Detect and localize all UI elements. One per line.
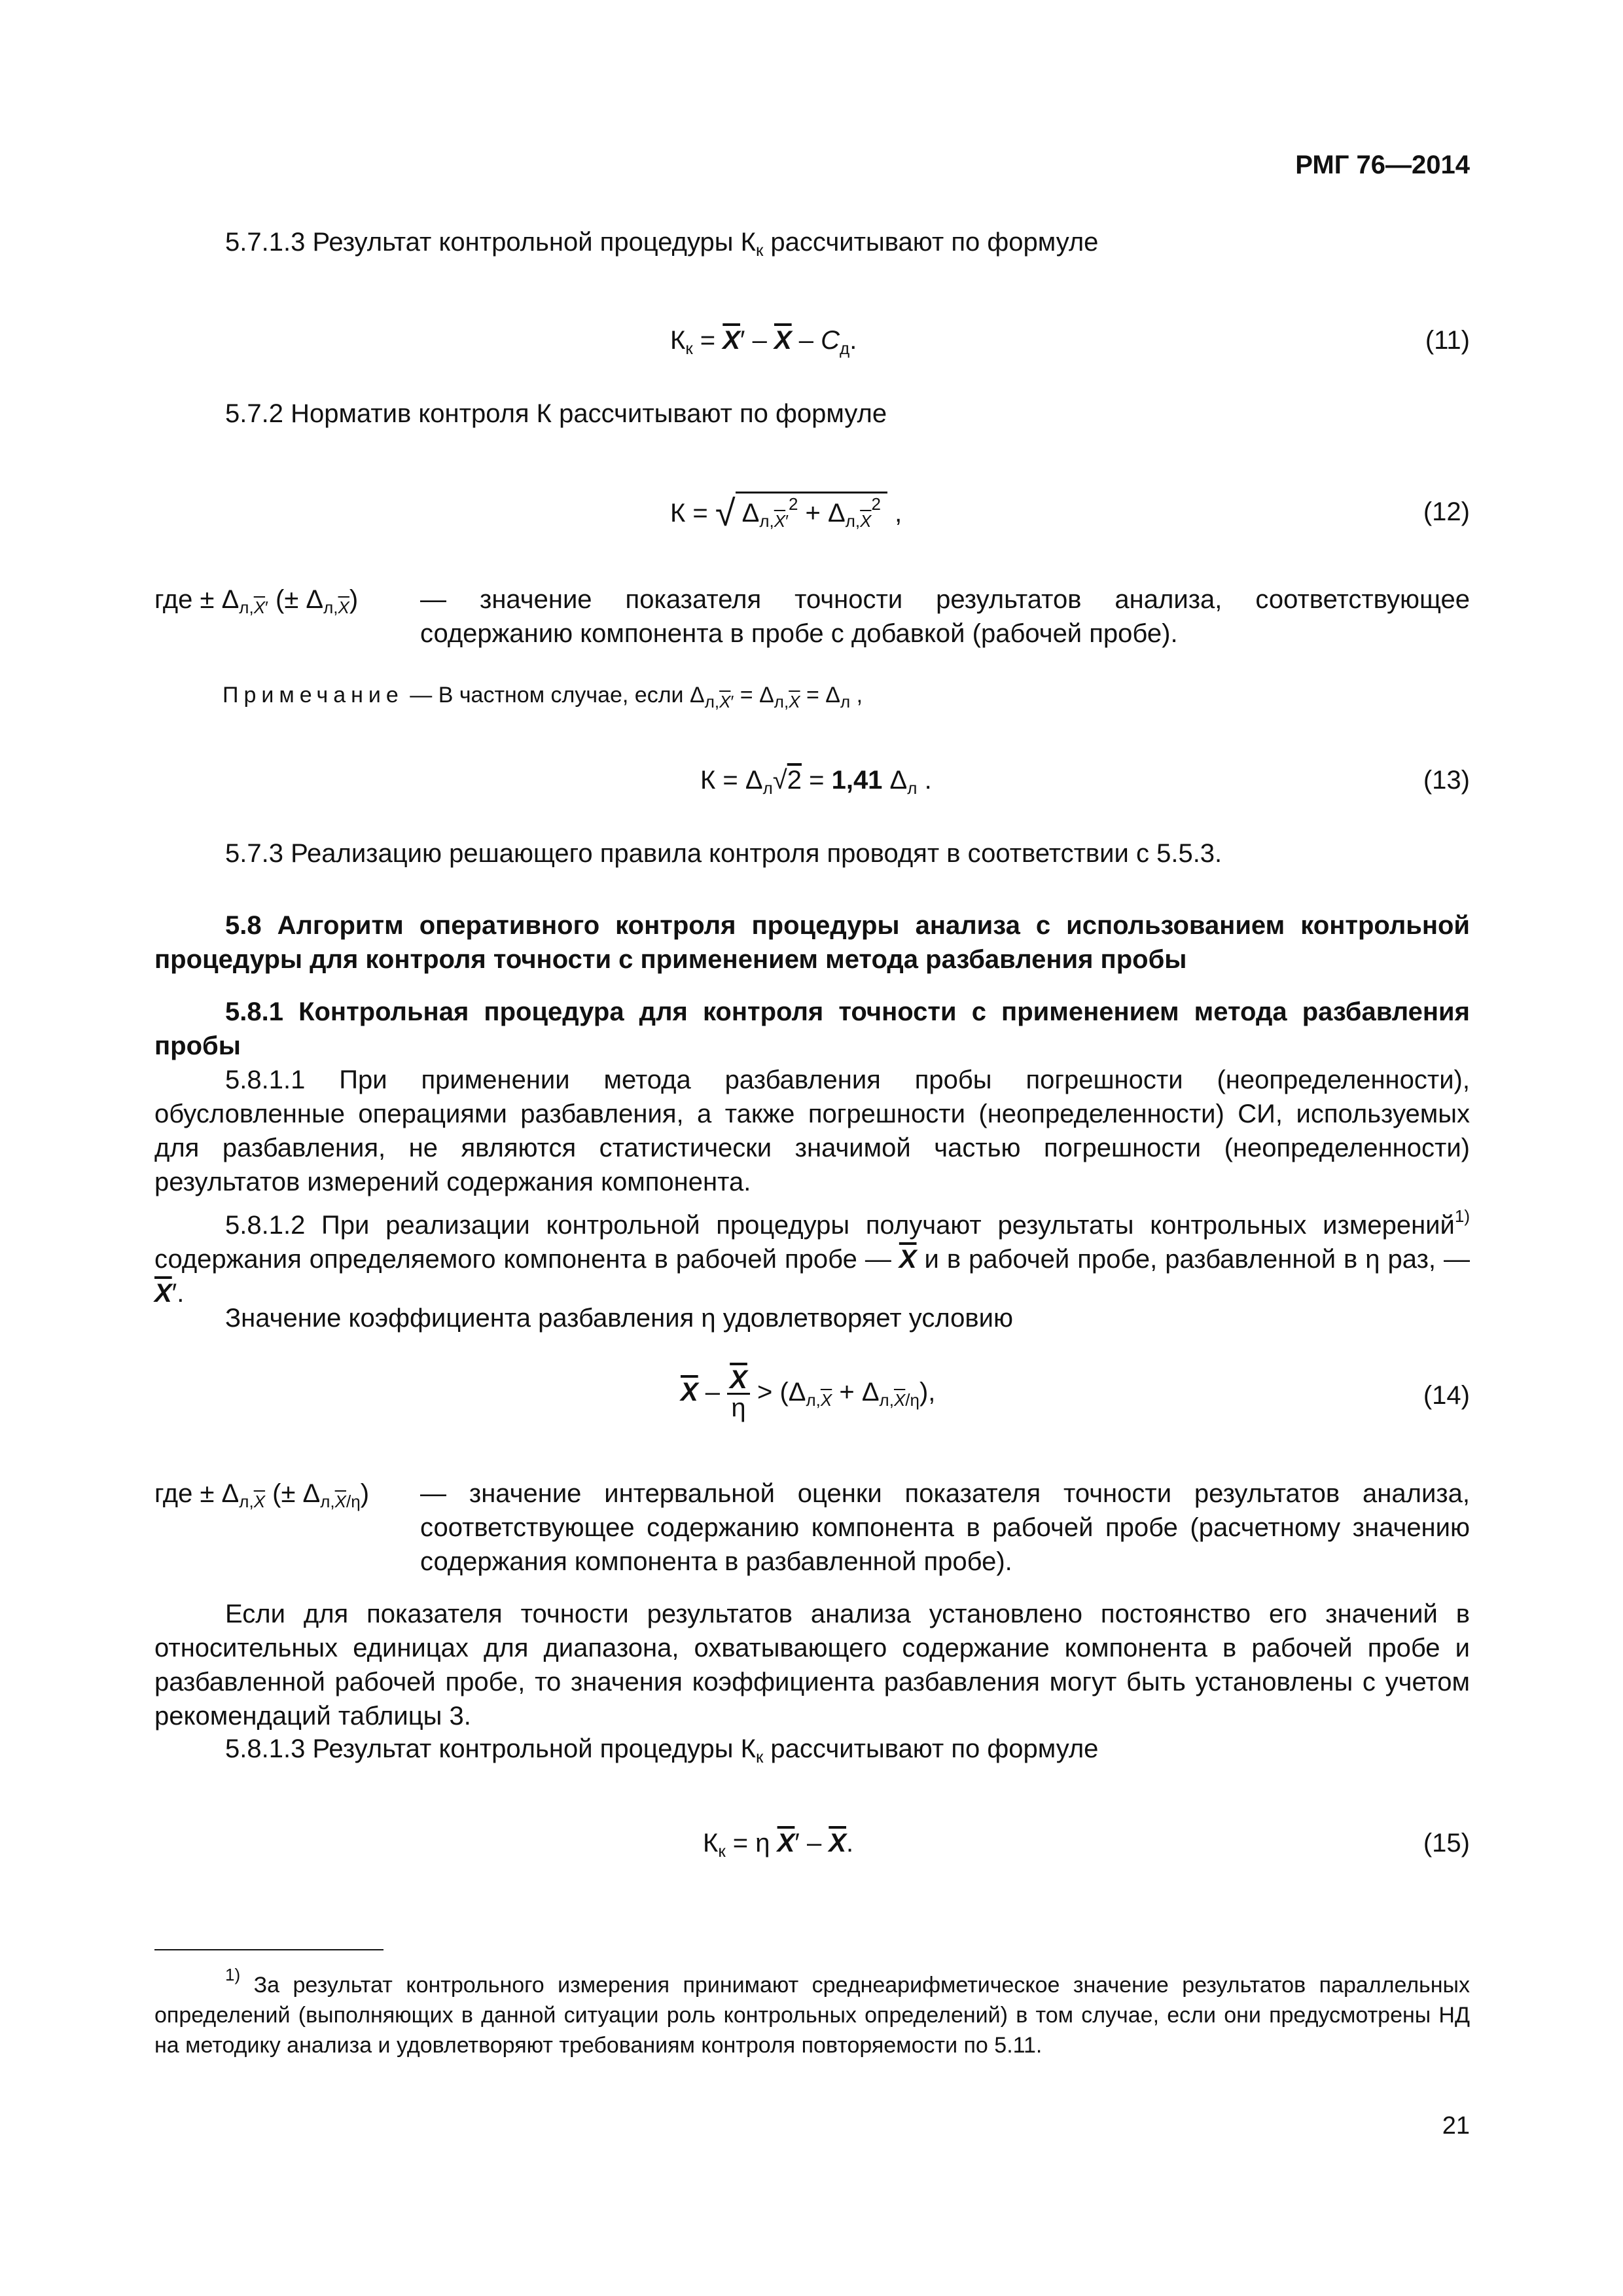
paragraph-5-8-1-1: 5.8.1.1 При применении метода разбавления пробы погрешности (неопределенности), обусловленные операциями разбавления, а также погрешности (неопределенности) СИ, используемых для разбавления, не являются статистически значимой частью погрешности (неопределенности) результатов измерений содержания компонента.: [154, 1066, 1470, 1196]
heading-5-8: 5.8 Алгоритм оперативного контроля процедуры анализа с использованием контрольной процедуры для контроля точности с применением метода разбавления пробы: [154, 911, 1470, 974]
document-header: РМГ 76—2014: [1295, 151, 1470, 179]
where-1-symbols: где ± $\Delta_{л,\overline{X}'}$ (± $\Delta_{л,\overline{X}}$): [154, 585, 359, 617]
equation-12-label: (12): [1423, 497, 1470, 526]
heading-5-8-1: 5.8.1 Контрольная процедура для контроля точности с применением метода разбавления пробы: [154, 997, 1470, 1060]
where-2-text: — значение интервальной оценки показателя точности результатов анализа, соответствующее содержанию компонента в рабочей пробе (расчетному значению содержания компонента в разбавленной пробе).: [420, 1479, 1470, 1576]
equation-11-label: (11): [1425, 326, 1470, 355]
paragraph-5-7-3: 5.7.3 Реализацию решающего правила контроля проводят в соответствии с 5.5.3.: [225, 839, 1222, 868]
equation-12: К = √ $\Delta_{л,\overline{X}'}^2 + \Delta_{л,\overline{X}}^2$ ,: [670, 492, 902, 533]
paragraph-5-7-1-3: 5.7.1.3 Результат контрольной процедуры $К_к$ рассчитывают по формуле: [225, 228, 1099, 260]
footnote: $^{1)}$ За результат контрольного измерения принимают среднеарифметическое значение результатов параллельных определений (выполняющих в данной ситуации роль контрольных определений) в том случае, если они предусмотрены НД на методику анализа и удовлетворяют требованиям контроля повторяемости по 5.11.: [154, 1965, 1470, 2058]
where-2-symbols: где ± $\Delta_{л,\overline{X}}$ (± $\Delta_{л,\overline{X}/\eta}$): [154, 1479, 370, 1511]
paragraph-coefficient: Значение коэффициента разбавления η удовлетворяет условию: [225, 1304, 1013, 1333]
paragraph-constancy: Если для показателя точности результатов анализа установлено постоянство его значений в относительных единицах для диапазона, охватывающего содержание компонента в рабочей пробе и разбавленной рабочей пробе, то значения коэффициента разбавления могут быть установлены с учетом рекомендаций таблицы 3.: [154, 1600, 1470, 1731]
equation-13-label: (13): [1423, 766, 1470, 795]
where-1-text: — значение показателя точности результатов анализа, соответствующее содержанию компонента в пробе с добавкой (рабочей пробе).: [420, 585, 1470, 648]
note: Примечание — В частном случае, если $\Delta_{л,\overline{X}'} = \Delta_{л,\overline{X}} = \Delta_л$ ,: [223, 683, 863, 711]
equation-11: $К_к = \overline{X}' - \overline{X} - C_д$.: [670, 326, 857, 358]
paragraph-5-8-1-2: 5.8.1.2 При реализации контрольной процедуры получают результаты контрольных измерений$^{1)}$ содержания определяемого компонента в рабочей пробе — $\overline{X}$ и в рабочей пробе, разбавленной в η раз, — $\overline{X}'$.: [154, 1206, 1471, 1308]
page-number: 21: [1442, 2112, 1470, 2140]
footnote-divider: [154, 1949, 383, 1950]
equation-14: $\overline{X}$ – $\frac{\overline{X}}{\eta}$ > $(\Delta_{л,\overline{X}} + \Delta_{л,\overline{X}/\eta})$,: [681, 1365, 936, 1422]
equation-15: $К_к = \eta$ $\overline{X}' - \overline{X}$.: [703, 1829, 854, 1861]
paragraph-5-7-2: 5.7.2 Норматив контроля К рассчитывают по формуле: [225, 399, 887, 428]
paragraph-5-8-1-3: 5.8.1.3 Результат контрольной процедуры $К_к$ рассчитывают по формуле: [225, 1734, 1099, 1767]
equation-15-label: (15): [1423, 1829, 1470, 1857]
equation-13: $К = \Delta_л√2 = 1,41$ $\Delta_л$ .: [700, 766, 932, 798]
equation-14-label: (14): [1423, 1381, 1470, 1410]
